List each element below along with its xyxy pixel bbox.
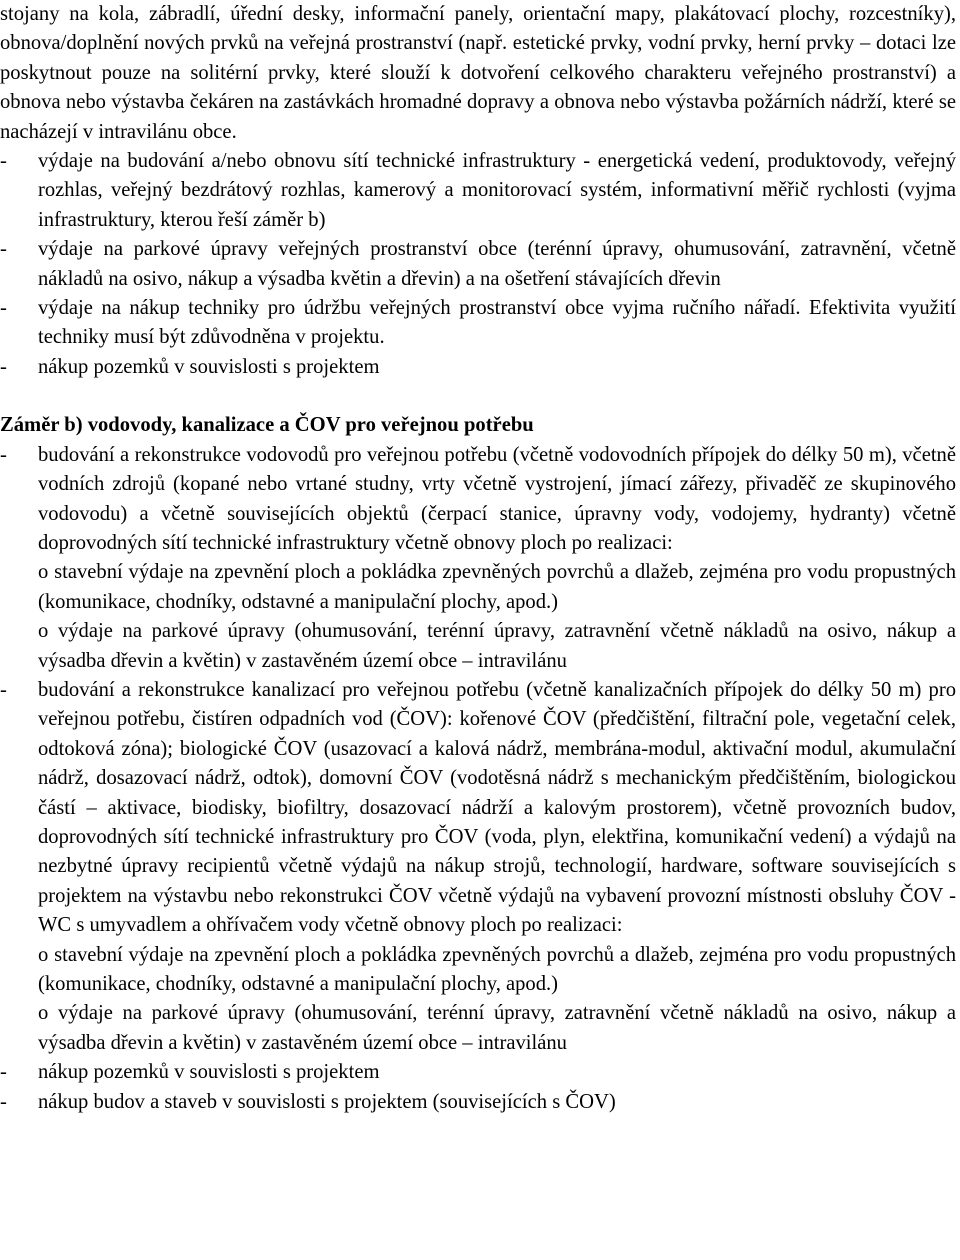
bullet-dash: - xyxy=(0,443,7,466)
sub-item: o výdaje na parkové úpravy (ohumusování, terénní úpravy, zatravnění včetně nákladů na osivo, nákup a výsadba dřevin a květin) v zastavěném území obce – intravilánu xyxy=(38,1002,956,1054)
list-item xyxy=(0,441,956,676)
list-item-text: budování a rekonstrukce vodovodů pro veřejnou potřebu (včetně vodovodních přípojek do délky 50 m), včetně vodních zdrojů (kopané nebo vrtané studny, vrty včetně vystrojení, jímací zářezy, přivaděč ze skupinového vodovodu) a včetně souvisejících objektů (čerpací stanice, úpravny vody, vodojemy, hydranty) včetně doprovodných sítí technické infrastruktury včetně obnovy ploch po realizaci: xyxy=(38,443,956,554)
bullet-dash: - xyxy=(0,678,7,701)
section-b-list xyxy=(0,441,956,1117)
bullet-dash: - xyxy=(0,238,7,261)
list-item-text: nákup pozemků v souvislosti s projektem xyxy=(38,1061,380,1084)
bullet-dash: - xyxy=(0,355,7,378)
continuation-paragraph: stojany na kola, zábradlí, úřední desky, informační panely, orientační mapy, plakátovací plochy, rozcestníky), obnova/doplnění nových prvků na veřejná prostranství (např. estetické prvky, vodní prvky, herní prvky – dotaci lze poskytnout pouze na solitérní prvky, které slouží k dotvoření celkového charakteru veřejného prostranství) a obnova nebo výstavba čekáren na zastávkách hromadné dopravy a obnova nebo výstavba požárních nádrží, které se nacházejí v intravilánu obce. xyxy=(0,3,956,143)
list-item xyxy=(0,676,956,1058)
list-item-text: výdaje na budování a/nebo obnovu sítí technické infrastruktury - energetická vedení, produktovody, veřejný rozhlas, veřejný bezdrátový rozhlas, kamerový a monitorovací systém, informativní měřič rychlosti (vyjma infrastruktury, kterou řeší záměr b) xyxy=(38,150,956,231)
sub-item: o stavební výdaje na zpevnění ploch a pokládka zpevněných povrchů a dlažeb, zejména pro vodu propustných (komunikace, chodníky, odstavné a manipulační plochy, apod.) xyxy=(38,943,956,995)
list-item-text: výdaje na nákup techniky pro údržbu veřejných prostranství obce vyjma ručního nářadí. Efektivita využití techniky musí být zdůvodněna v projektu. xyxy=(38,297,956,349)
sub-item: o stavební výdaje na zpevnění ploch a pokládka zpevněných povrchů a dlažeb, zejména pro vodu propustných (komunikace, chodníky, odstavné a manipulační plochy, apod.) xyxy=(38,561,956,613)
list-item xyxy=(0,353,956,382)
section-b-heading: Záměr b) vodovody, kanalizace a ČOV pro veřejnou potřebu xyxy=(0,414,534,437)
list-item-text: výdaje na parkové úpravy veřejných prostranství obce (terénní úpravy, ohumusování, zatravnění, včetně nákladů na osivo, nákup a výsadba květin a dřevin) a na ošetření stávajících dřevin xyxy=(38,238,956,290)
bullet-dash: - xyxy=(0,297,7,320)
list-item-text: nákup pozemků v souvislosti s projektem xyxy=(38,355,380,378)
bullet-dash: - xyxy=(0,1090,7,1113)
list-item xyxy=(0,294,956,353)
list-item xyxy=(0,1088,956,1117)
list-item-text: budování a rekonstrukce kanalizací pro veřejnou potřebu (včetně kanalizačních přípojek do délky 50 m) pro veřejnou potřebu, čistíren odpadních vod (ČOV): kořenové ČOV (předčištění, filtrační pole, vegetační celek, odtoková zóna); biologické ČOV (usazovací a kalová nádrž, membrána-modul, aktivační modul, akumulační nádrž, dosazovací nádrž, odtok), domovní ČOV (vodotěsná nádrž s mechanickým předčištěním, biologickou částí – aktivace, biodisky, biofiltry, dosazovací nádrží a kalovým prostorem), včetně provozních budov, doprovodných sítí technické infrastruktury pro ČOV (voda, plyn, elektřina, komunikační vedení) a výdajů na nezbytné úpravy recipientů včetně výdajů na nákup strojů, technologií, hardware, software souvisejících s projektem na výstavbu nebo rekonstrukci ČOV včetně výdajů na vybavení provozní místnosti obsluhy ČOV - WC s umyvadlem a ohřívačem vody včetně obnovy ploch po realizaci: xyxy=(38,678,956,937)
bullet-dash: - xyxy=(0,150,7,173)
section-a-list xyxy=(0,147,956,382)
list-item xyxy=(0,1058,956,1087)
list-item xyxy=(0,235,956,294)
sub-item: o výdaje na parkové úpravy (ohumusování, terénní úpravy, zatravnění včetně nákladů na osivo, nákup a výsadba dřevin a květin) v zastavěném území obce – intravilánu xyxy=(38,620,956,672)
bullet-dash: - xyxy=(0,1061,7,1084)
list-item-text: nákup budov a staveb v souvislosti s projektem (souvisejících s ČOV) xyxy=(38,1090,616,1113)
list-item xyxy=(0,147,956,235)
